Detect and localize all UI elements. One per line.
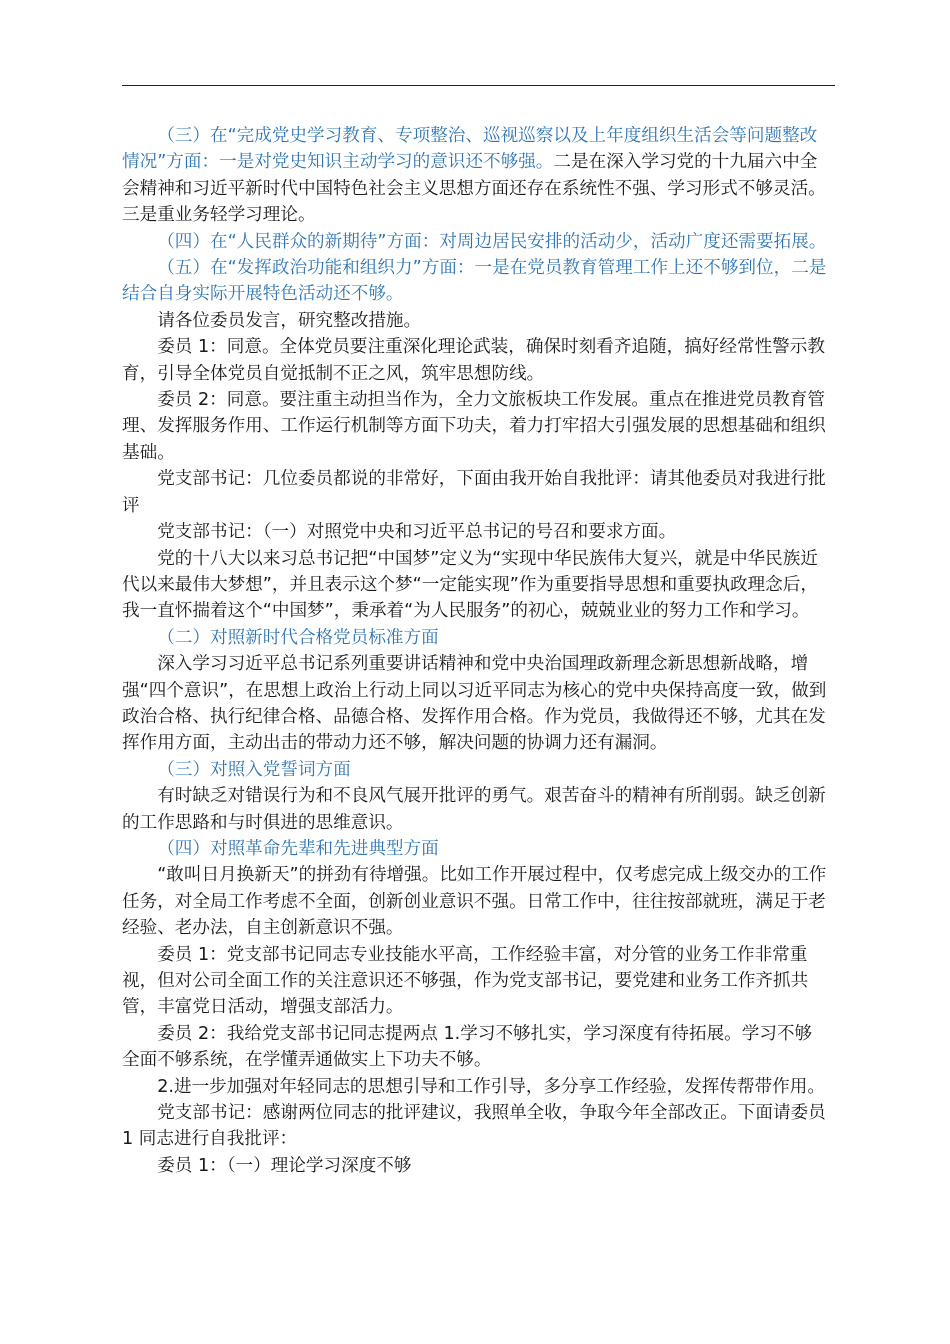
section-heading: （三）对照入党誓词方面	[157, 759, 351, 780]
paragraph-lead: （三）在“完成党史学习教育、专项整治、巡视巡察以及上年度组织生活会等问题整改情况”方面：	[122, 126, 818, 173]
paragraph: 深入学习习近平总书记系列重要讲话精神和党中央治国理政新理念新思想新战略，增强“四个意识”，在思想上政治上行动上同以习近平同志为核心的党中央保持高度一致，做到政治合格、执行纪律合格、品德合格、发挥作用合格。作为党员，我做得还不够，尤其在发挥作用方面，主动出击的带动力还不够，解决问题的协调力还有漏洞。	[122, 654, 827, 754]
paragraph: “敢叫日月换新天”的拼劲有待增强。比如工作开展过程中，仅考虑完成上级交办的工作任务，对全局工作考虑不全面，创新创业意识不强。日常工作中，往往按部就班，满足于老经验、老办法，自主创新意识不强。	[122, 865, 827, 939]
header-rule	[122, 85, 835, 86]
paragraph: 委员 2：我给党支部书记同志提两点 1.学习不够扎实，学习深度有待拓展。学习不够全面不够系统，在学懂弄通做实上下功夫不够。	[122, 1023, 813, 1071]
section-heading: （四）对照革命先辈和先进典型方面	[157, 838, 439, 859]
paragraph: 2.进一步加强对年轻同志的思想引导和工作引导，多分享工作经验，发挥传帮带作用。	[157, 1076, 825, 1097]
paragraph: 党支部书记：感谢两位同志的批评建议，我照单全收，争取今年全部改正。下面请委员 1 同志进行自我批评：	[122, 1103, 826, 1150]
paragraph: （五）在“发挥政治功能和组织力”方面：一是在党员教育管理工作上还不够到位，二是结合自身实际开展特色活动还不够。	[122, 258, 827, 305]
section-heading: （二）对照新时代合格党员标准方面	[157, 627, 439, 648]
paragraph: 党支部书记：几位委员都说的非常好，下面由我开始自我批评：请其他委员对我进行批评	[122, 469, 826, 516]
paragraph: 有时缺乏对错误行为和不良风气展开批评的勇气。艰苦奋斗的精神有所削弱。缺乏创新的工作思路和与时俱进的思维意识。	[122, 786, 826, 833]
paragraph: 委员 1：（一）理论学习深度不够	[157, 1155, 412, 1176]
paragraph-rest: 二是在深入学习党的十九届六中全会精神和习近平新时代中国特色社会主义思想方面还存在系统性不强、学习形式不够灵活。三是重业务轻学习理论。	[122, 152, 826, 226]
paragraph: 请各位委员发言，研究整改措施。	[157, 310, 422, 331]
paragraph: （四）在“人民群众的新期待”方面：对周边居民安排的活动少，活动广度还需要拓展。	[157, 231, 827, 252]
paragraph: 党支部书记：（一）对照党中央和习近平总书记的号召和要求方面。	[157, 522, 677, 543]
paragraph-highlight: 一是对党史知识主动学习的意识还不够强。	[219, 152, 554, 173]
paragraph: 委员 2：同意。要注重主动担当作为，全力文旅板块工作发展。重点在推进党员教育管理、发挥服务作用、工作运行机制等方面下功夫，着力打牢招大引强发展的思想基础和组织基础。	[122, 390, 826, 463]
paragraph	[122, 123, 827, 229]
paragraph: 委员 1：同意。全体党员要注重深化理论武装，确保时刻看齐追随，搞好经常性警示教育，引导全体党员自觉抵制不正之风，筑牢思想防线。	[122, 337, 825, 384]
paragraph: 党的十八大以来习总书记把“中国梦”定义为“实现中华民族伟大复兴，就是中华民族近代以来最伟大梦想”，并且表示这个梦“一定能实现”作为重要指导思想和重要执政理念后，我一直怀揣着这个“中国梦”，秉承着“为人民服务”的初心，兢兢业业的努力工作和学习。	[122, 548, 818, 622]
document-body	[122, 123, 827, 1179]
paragraph: 委员 1：党支部书记同志专业技能水平高，工作经验丰富，对分管的业务工作非常重视，但对公司全面工作的关注意识还不够强，作为党支部书记，要党建和业务工作齐抓共管，丰富党日活动，增强支部活力。	[122, 944, 809, 1018]
